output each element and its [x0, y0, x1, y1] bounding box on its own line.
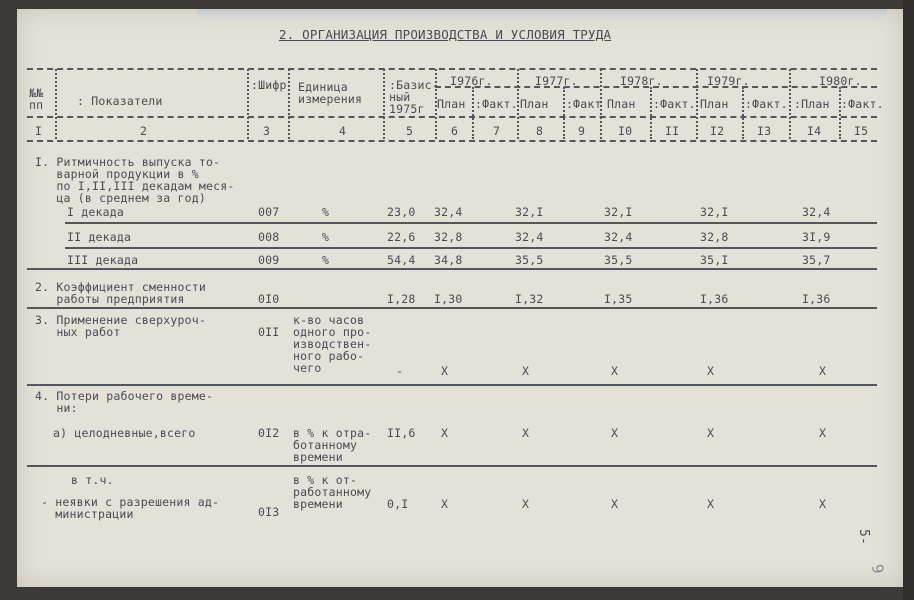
row-base: 22,6: [387, 230, 416, 244]
row-unit: %: [322, 205, 330, 219]
col-separator: [789, 69, 791, 139]
row-unit: %: [322, 253, 330, 267]
colnum: 9: [578, 124, 586, 138]
col-separator: [742, 87, 744, 139]
colnum: I0: [618, 124, 633, 138]
section-label: 2. Коэффициент сменности работы предприятия: [35, 280, 206, 306]
row-value: I,35: [604, 292, 633, 306]
row-value: I,32: [515, 292, 544, 306]
row-label: II декада: [67, 230, 132, 244]
colnum: 4: [339, 124, 347, 138]
row-value: 32,8: [434, 230, 463, 244]
year-1980: I980г.: [819, 74, 862, 88]
row-value: X: [611, 426, 619, 440]
row-base: 54,4: [387, 253, 416, 267]
row-rule: [27, 307, 877, 309]
colnum: I4: [807, 124, 822, 138]
row-rule: [65, 247, 877, 249]
row-value: X: [707, 497, 715, 511]
colnum: 2: [140, 124, 148, 138]
col-separator: [383, 69, 385, 139]
col-separator: [472, 87, 474, 139]
row-value: 32,4: [604, 230, 633, 244]
sub-fact: :Факт.: [841, 97, 884, 111]
row-value: 35,I: [700, 253, 729, 267]
row-value: X: [819, 426, 827, 440]
col-separator: [288, 69, 290, 139]
col-separator: [247, 69, 249, 139]
year-1977: I977г.: [535, 74, 578, 88]
row-value: 35,7: [802, 253, 831, 267]
row-label: - неявки с разрешения ад- министрации: [41, 495, 220, 521]
row-label: в т.ч.: [71, 473, 114, 487]
row-value: I,36: [802, 292, 831, 306]
sub-plan: План: [607, 97, 636, 111]
colnum: I: [35, 124, 43, 138]
row-unit: в % к отра- ботанному времени: [293, 426, 372, 464]
row-value: 32,8: [700, 230, 729, 244]
row-code: 008: [258, 230, 280, 244]
row-value: 32,I: [515, 205, 544, 219]
row-value: I,36: [700, 292, 729, 306]
row-base: 23,0: [387, 205, 416, 219]
row-value: 32,4: [434, 205, 463, 219]
row-value: X: [819, 497, 827, 511]
paper-edge-stain: [197, 9, 887, 19]
row-label: а) целодневные,всего: [53, 426, 196, 440]
row-value: 35,5: [604, 253, 633, 267]
scanner-edge: [903, 0, 914, 600]
row-value: X: [707, 364, 715, 378]
row-value: X: [441, 364, 449, 378]
header-unit: Единица измерения: [298, 80, 363, 106]
row-value: X: [441, 497, 449, 511]
sub-fact: :Факт.: [745, 97, 788, 111]
header-bottom-rule: [27, 140, 877, 142]
row-value: X: [611, 364, 619, 378]
row-value: X: [441, 426, 449, 440]
header-base: :Базис- ный 1975г: [389, 78, 439, 116]
row-value: 34,8: [434, 253, 463, 267]
row-value: 32,I: [700, 205, 729, 219]
row-code: 0I2: [258, 426, 280, 440]
row-rule: [27, 465, 877, 467]
section-label: 3. Применение сверхуроч- ных работ: [35, 313, 206, 339]
archive-mark: 9: [867, 562, 888, 576]
colnum: 3: [263, 124, 271, 138]
row-code: 0I0: [258, 292, 280, 306]
header-code: :Шифр: [251, 78, 287, 92]
sub-fact: :Факт: [566, 97, 602, 111]
row-value: X: [707, 426, 715, 440]
row-unit: в % к от- работанному времени: [293, 473, 372, 511]
row-code: 009: [258, 253, 280, 267]
row-code: 0II: [258, 325, 280, 339]
colnum: I3: [757, 124, 772, 138]
section-label: 4. Потери рабочего време- ни:: [35, 389, 214, 415]
colnum: 7: [493, 124, 501, 138]
row-value: 32,I: [604, 205, 633, 219]
row-value: I,30: [434, 292, 463, 306]
row-value: 3I,9: [802, 230, 831, 244]
sub-fact: :Факт.: [653, 97, 696, 111]
row-label: III декада: [67, 253, 139, 267]
row-unit: %: [322, 230, 330, 244]
row-value: 32,4: [802, 205, 831, 219]
year-1976: I976г.: [450, 74, 493, 88]
header-mid-rule: [27, 116, 877, 118]
row-value: 32,4: [515, 230, 544, 244]
row-base: II,6: [387, 426, 416, 440]
sub-plan: План: [437, 97, 466, 111]
row-code: 007: [258, 205, 280, 219]
sub-plan: План: [700, 97, 729, 111]
page-title: 2. ОРГАНИЗАЦИЯ ПРОИЗВОДСТВА И УСЛОВИЯ ТРУДА: [279, 27, 612, 42]
colnum: 6: [451, 124, 459, 138]
page-number: 5-: [856, 528, 872, 546]
row-unit: к-во часов одного про- изводствен- ного рабо- чего: [293, 313, 372, 375]
row-rule: [27, 268, 877, 270]
sub-plan: План: [520, 97, 549, 111]
col-separator: [55, 69, 57, 139]
row-value: 35,5: [515, 253, 544, 267]
col-separator: [696, 69, 698, 139]
col-separator: [839, 87, 841, 139]
row-value: X: [611, 497, 619, 511]
colnum: I5: [854, 124, 869, 138]
document-page: [17, 9, 903, 587]
row-base: 0,I: [387, 497, 409, 511]
col-separator: [650, 87, 652, 139]
row-value: X: [522, 364, 530, 378]
row-value: X: [819, 364, 827, 378]
sub-plan: :План: [794, 97, 830, 111]
sub-fact: :Факт.: [475, 97, 518, 111]
row-base: I,28: [387, 292, 416, 306]
row-code: 0I3: [258, 505, 280, 519]
year-1978: I978г.: [620, 74, 663, 88]
row-value: X: [522, 497, 530, 511]
row-label: I декада: [67, 205, 124, 219]
col-separator: [563, 87, 565, 139]
colnum: II: [665, 124, 680, 138]
row-rule: [65, 222, 877, 224]
row-rule: [27, 384, 877, 386]
header-num: №№ пп: [29, 86, 44, 112]
section-label: I. Ритмичность выпуска то- варной продукции в % по I,II,III декадам меся- ца (в среднем за год): [35, 155, 235, 205]
row-base: -: [396, 364, 404, 378]
header-indicators: : Показатели: [77, 94, 163, 108]
colnum: 5: [406, 124, 414, 138]
year-1979: I979г.: [707, 74, 750, 88]
colnum: I2: [710, 124, 725, 138]
header-top-rule: [27, 68, 877, 70]
colnum: 8: [536, 124, 544, 138]
row-value: X: [522, 426, 530, 440]
